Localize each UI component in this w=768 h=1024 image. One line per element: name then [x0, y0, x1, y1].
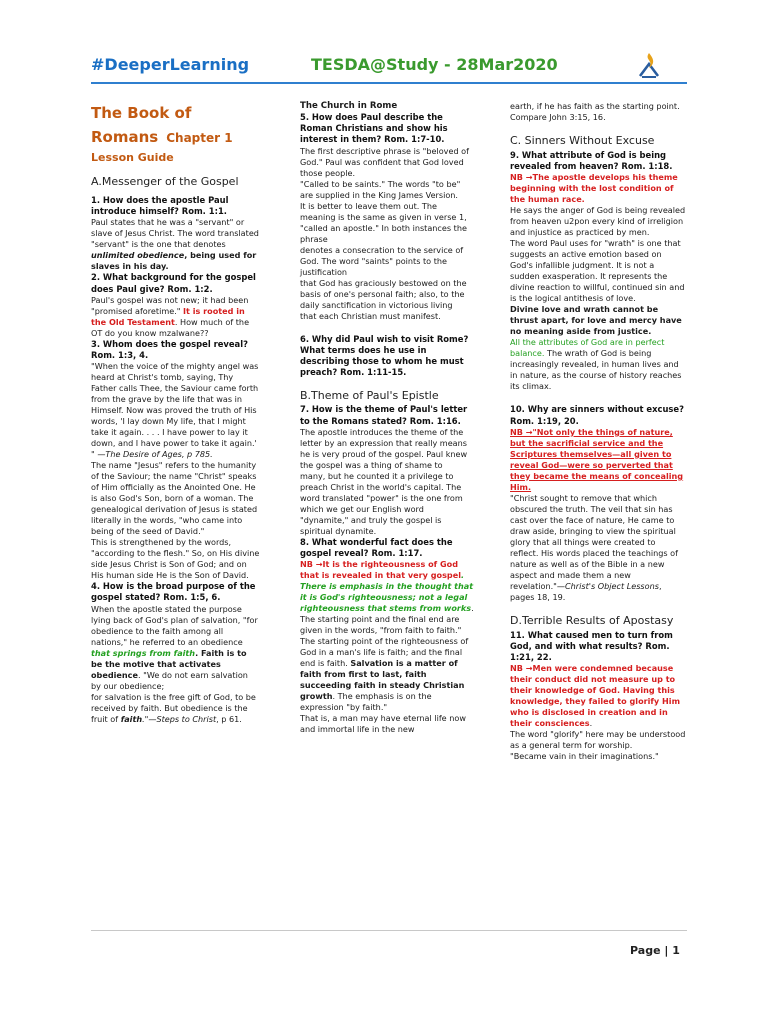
answer-7-theme: The apostle introduces the theme of the letter by an expression that really means he is very proud of the gospel. Paul knew the gospel was a thing of shame to: [300, 426, 468, 470]
answer-9-love: Divine love and wrath cannot be thrust apart, for love and mercy have no meaning aside from justice.: [510, 304, 682, 337]
answer-8-faith: The starting point and the final end are given in the words, "from faith to faith." The starting point of the righteousness of God in a man's life is faith; and the final end is faith. Salvation is a matter of faith from first to last, faith succeeding faith in steady Christian growth. The emphasis is on the expression "by faith.": [300, 614, 469, 713]
footer-rule: [91, 930, 687, 931]
answer-5-meaning: It is better to leave them out. The meaning is the same as given in verse 1, "called an apostle." In both instances the phrase: [300, 200, 467, 244]
answer-5-consecration: denotes a consecration to the service of God. The word "saints" points to the justification: [300, 244, 464, 277]
answer-4: When the apostle stated the purpose lying back of God's plan of salvation, "for obedience to the faith among all nations," he referred to an obedience that springs from faith. Faith is to be the motive that activates obedience. "We do not earn salvation by our obedience;: [91, 603, 258, 691]
answer-5-manifest: that each Christian must manifest.: [300, 310, 441, 321]
answer-1: Paul states that he was a "servant" or slave of Jesus Christ. The word translated "servant" is the one that denotes unlimited obedience, being used for slaves in his day.: [91, 217, 259, 272]
answer-11-nb: NB →Men were condemned because their conduct did not measure up to their knowledge of God. Having this knowledge, they failed to glorify Him who is disclosed in creation and in their consciences.: [510, 663, 681, 729]
lesson-guide-label: Lesson Guide: [91, 151, 174, 164]
answer-3-flesh: This is strengthened by the words, "according to the flesh." So, on His divine side Jesus Christ is Son of God; and on His human side He is the Son of David.: [91, 537, 260, 581]
section-a-heading: A.Messenger of the Gospel: [91, 175, 239, 188]
question-10: 10. Why are sinners without excuse? Rom. 1:19, 20.: [510, 404, 684, 426]
study-date-title: TESDA@Study - 28Mar2020: [311, 55, 558, 74]
answer-3: "When the voice of the mighty angel was heard at Christ's tomb, saying, Thy Father calls Thee, the Saviour came forth from the grave by the life that was in Himself. Now was proved the truth of His words, 'I lay down My life, that I might take it again. . . . I have power to lay it down, and I have power to take it again.' " —The Desire of Ages, p 785.: [91, 361, 259, 460]
answer-11-vain: "Became vain in their imaginations.": [510, 751, 659, 762]
page-number: Page | 1: [630, 944, 680, 957]
answer-10-quote: "Christ sought to remove that which obscured the truth. The veil that sin has cast over the face of nature, He came to draw aside, bringing to view the spiritual glory that all things were created to reflect. His words placed the teachings of nature as well as of the Bible in a new aspect and made them a new revelation."—Christ's Object Lessons, pages 18, 19.: [510, 492, 678, 602]
answer-7-dynamite: which we get our English word "dynamite," and truly the gospel is spiritual dynamite.: [300, 503, 442, 536]
answer-9-wrath: The word Paul uses for "wrath" is one that suggests an active emotion based on God's infallible judgment. It is not a sudden exasperation. It represents the divine reaction to willful, continued sin and is the logical antithesis of love.: [510, 238, 685, 304]
answer-5-beloved: The first descriptive phrase is "beloved of God." Paul was confident that God loved those people.: [300, 145, 469, 178]
question-1: 1. How does the apostle Paul introduce himself? Rom. 1:1.: [91, 195, 229, 217]
column-1: [91, 101, 260, 725]
book-title-line2: Romans Chapter 1: [91, 128, 233, 146]
book-title: The Book of: [91, 104, 192, 122]
answer-9-balance: All the attributes of God are in perfect balance. The wrath of God is being increasingly revealed, in human lives and in nature, as the course of history reaches its climax.: [510, 337, 682, 392]
question-4: 4. How is the broad purpose of the gospel stated? Rom. 1:5, 6.: [91, 581, 256, 603]
question-8: 8. What wonderful fact does the gospel reveal? Rom. 1:17.: [300, 536, 453, 559]
sda-flame-logo-icon: [634, 50, 664, 80]
question-3: 3. Whom does the gospel reveal? Rom. 1:3, 4.: [91, 338, 248, 361]
answer-5-grace: that God has graciously bestowed on the basis of one's personal faith; also, to the daily sanctification in victorious living: [300, 277, 467, 310]
answer-5-called: "Called to be saints." The words "to be" are supplied in the King James Version.: [300, 178, 461, 200]
answer-8-nb: NB →It is the righteousness of God that is revealed in that very gospel. There is emphasis in the thought that it is God's righteousness; not a legal righteousness that stems from works.: [300, 559, 474, 614]
column-3: [510, 101, 686, 762]
answer-9-anger: He says the anger of God is being revealed from heaven u2pon every kind of irreligion and injustice as practiced by men.: [510, 205, 686, 238]
column-2: [300, 101, 474, 735]
answer-8-eternal: That is, a man may have eternal life now and immortal life in the new: [300, 713, 466, 735]
section-d-heading: D.Terrible Results of Apostasy: [510, 613, 674, 627]
answer-3-name: The name "Jesus" refers to the humanity of the Saviour; the name "Christ" speaks of Him officially as the Anointed One. He is also God's Son, born of a woman. The genealogical derivation of Jesus is stated literally in the words, "who came into being of the seed of David.": [91, 460, 258, 537]
church-in-rome-heading: The Church in Rome: [300, 101, 398, 111]
header-rule: [91, 82, 687, 84]
answer-11-glorify: The word "glorify" here may be understood as a general term for worship.: [510, 729, 686, 751]
answer-9-nb: NB →The apostle develops his theme beginning with the lost condition of the human race.: [510, 172, 678, 205]
section-c-heading: C. Sinners Without Excuse: [510, 134, 655, 147]
question-7: 7. How is the theme of Paul's letter to the Romans stated? Rom. 1:16.: [300, 404, 468, 426]
answer-2: Paul's gospel was not new; it had been "promised aforetime." It is rooted in the Old Testament. How much of the OT do you know mzalwane??: [91, 294, 250, 338]
page-header: [0, 0, 768, 100]
chapter-label: Chapter 1: [166, 131, 233, 145]
question-11: 11. What caused men to turn from God, and with what results? Rom. 1:21, 22.: [510, 629, 673, 663]
answer-8-continued: earth, if he has faith as the starting point. Compare John 3:15, 16.: [510, 101, 680, 122]
section-b-heading: B.Theme of Paul's Epistle: [300, 389, 439, 403]
question-2: 2. What background for the gospel does Paul give? Rom. 1:2.: [91, 272, 256, 294]
answer-4-faith: for salvation is the free gift of God, to be received by faith. But obedience is the fruit of faith."—Steps to Christ, p 61.: [91, 691, 256, 724]
answer-7-privilege: many, but he counted it a privilege to preach Christ in the world's capital. The word translated "power" is the one from: [300, 470, 463, 503]
question-9: 9. What attribute of God is being revealed from heaven? Rom. 1:18.: [510, 150, 673, 172]
question-6: 6. Why did Paul wish to visit Rome? What terms does he use in describing those to whom he must preach? Rom. 1:11-15.: [300, 333, 469, 378]
question-5: 5. How does Paul describe the Roman Christians and show his interest in them? Rom. 1:7-10.: [300, 112, 448, 145]
hashtag-title: #DeeperLearning: [91, 55, 250, 74]
answer-10-nb: NB →"Not only the things of nature, but the sacrificial service and the Scriptures themselves—all given to reveal God—were so perverted that they became the means of concealing Him.: [510, 426, 684, 492]
